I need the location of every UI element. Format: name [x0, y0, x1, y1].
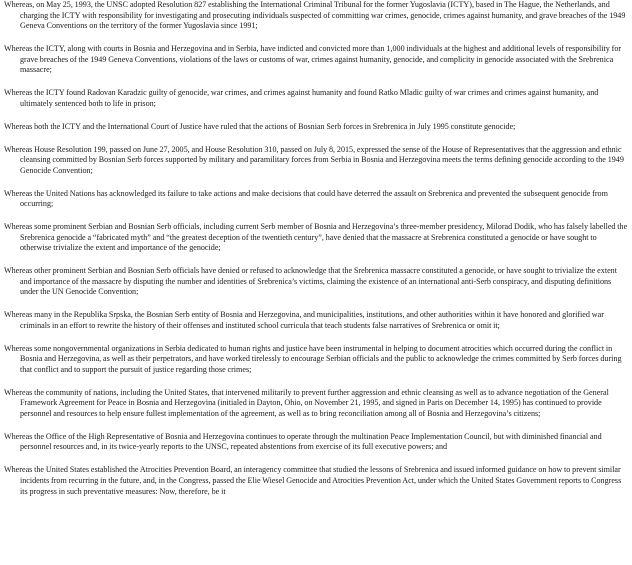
whereas-clause-5: Whereas House Resolution 199, passed on June 27, 2005, and House Resolution 310, passed on July 8, 2015, expressed the sense of the House of Representatives that the aggression and ethnic cleansing committed by Bosnian Serb forces supported by military and paramilitary forces from Serbia in Bosnia and Herzegovina meets the terms defining genocide according to the 1949 Genocide Convention;: [4, 144, 624, 175]
whereas-clause-4: Whereas both the ICTY and the International Court of Justice have ruled that the actions of Bosnian Serb forces in Srebrenica in July 1995 constitute genocide;: [4, 121, 516, 131]
whereas-clause-6: Whereas the United Nations has acknowledged its failure to take actions and make decisions that could have deterred the assault on Srebrenica and prevented the subsequent genocide from occurring;: [4, 188, 608, 209]
resolution-document: [4, 0, 628, 509]
whereas-clause-10: Whereas some nongovernmental organizations in Serbia dedicated to human rights and justice have been instrumental in helping to document atrocities which occurred during the conflict in Bosnia and Herzegovina, as well as their perpetrators, and have worked tirelessly to encourage Serbian officials and the public to acknowledge the crimes committed by Serb forces during that conflict and to support the pursuit of justice regarding those crimes;: [4, 343, 622, 374]
whereas-clause-13: Whereas the United States established the Atrocities Prevention Board, an interagency committee that studied the lessons of Srebrenica and issued informed guidance on how to prevent similar incidents from recurring in the future, and, in the Congress, passed the Elie Wiesel Genocide and Atrocities Prevention Act, under which the United States Government reports to Congress its progress in such preventative measures: Now, therefore, be it: [4, 465, 622, 496]
whereas-clause-8: Whereas other prominent Serbian and Bosnian Serb officials have denied or refused to acknowledge that the Srebrenica massacre constituted a genocide, or have sought to trivialize the extent and importance of the massacre by disputing the number and identities of Srebrenica’s victims, claiming the existence of an international anti-Serb conspiracy, and disputing definitions under the UN Genocide Convention;: [4, 266, 617, 297]
whereas-clause-9: Whereas many in the Republika Srpska, the Bosnian Serb entity of Bosnia and Herzegovina, and municipalities, institutions, and other authorities within it have honored and glorified war criminals in an effort to rewrite the history of their offenses and instituted school curricula that teach students false narratives of Srebrenica or omit it;: [4, 310, 604, 330]
whereas-clause-7: Whereas some prominent Serbian and Bosnian Serb officials, including current Serb member of Bosnia and Herzegovina’s three-member presidency, Milorad Dodik, who has falsely labelled the Srebrenica genocide a “fabricated myth” and “the greatest deception of the twentieth century”, have denied that the massacre at Srebrenica constituted a genocide or have sought to otherwise trivialize the extent and importance of the genocide;: [4, 222, 628, 253]
whereas-clause-2: Whereas the ICTY, along with courts in Bosnia and Herzegovina and in Serbia, have indicted and convicted more than 1,000 individuals at the highest and additional levels of responsibility for grave breaches of the 1949 Geneva Conventions, violations of the laws or customs of war, crimes against humanity, genocide, and complicity in genocide associated with the Srebrenica massacre;: [4, 44, 622, 75]
whereas-clause-1: Whereas, on May 25, 1993, the UNSC adopted Resolution 827 establishing the International Criminal Tribunal for the former Yugoslavia (ICTY), based in The Hague, the Netherlands, and charging the ICTY with responsibility for investigating and prosecuting individuals suspected of committing war crimes, genocide, crimes against humanity, and grave breaches of the 1949 Geneva Conventions on the territory of the former Yugoslavia since 1991;: [4, 0, 626, 31]
whereas-clause-12: Whereas the Office of the High Representative of Bosnia and Herzegovina continues to operate through the multination Peace Implementation Council, but with diminished financial and personnel resources and, in its twice-yearly reports to the UNSC, repeated abstentions from exercise of its full executive powers; and: [4, 431, 602, 452]
whereas-clause-11: Whereas the community of nations, including the United States, that intervened militarily to prevent further aggression and ethnic cleansing as well as to advance negotiation of the General Framework Agreement for Peace in Bosnia and Herzegovina (initialed in Dayton, Ohio, on November 21, 1995, and signed in Paris on December 14, 1995) has continued to provide personnel and resources to help ensure fullest implementation of the agreement, as well as to bring reconciliation among all of Bosnia and Herzegovina’s citizens;: [4, 387, 609, 418]
whereas-clause-3: Whereas the ICTY found Radovan Karadzic guilty of genocide, war crimes, and crimes against humanity and found Ratko Mladic guilty of war crimes and crimes against humanity, and ultimately sentenced both to life in prison;: [4, 88, 599, 108]
